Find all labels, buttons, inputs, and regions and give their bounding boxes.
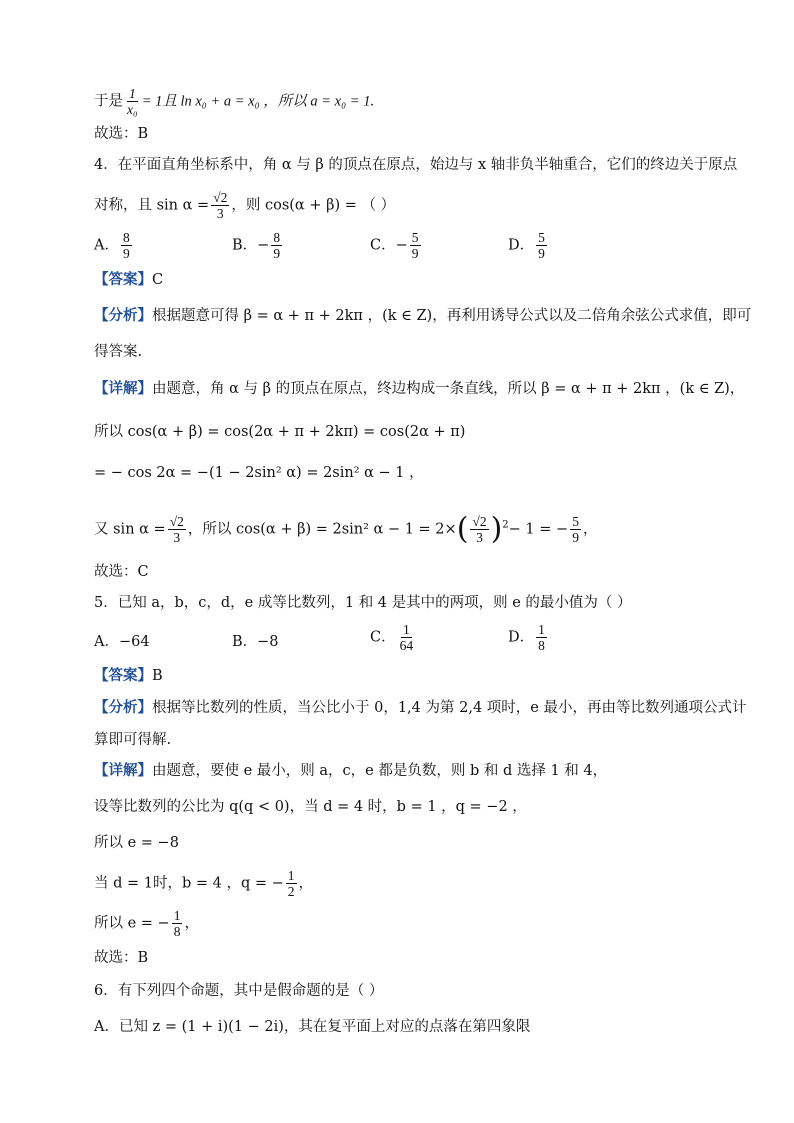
fraction-denominator: 9 <box>572 530 579 545</box>
fraction <box>172 908 183 939</box>
option-label: C． <box>370 629 396 646</box>
text-line <box>94 511 598 547</box>
option-d <box>508 230 549 261</box>
fraction <box>211 190 229 221</box>
exponent: 2 <box>502 519 509 531</box>
answer-value: C <box>152 272 164 288</box>
analysis-tag: 【分析】 <box>94 307 152 324</box>
text-line: 设等比数列的公比为 q(q < 0)，当 d = 4 时，b = 1 ，q = −2 ， <box>94 799 527 815</box>
paren: ( <box>456 511 469 547</box>
answer-value: B <box>152 668 163 684</box>
fraction-denominator: 3 <box>173 530 181 545</box>
fraction <box>271 230 282 261</box>
fraction-denominator: 8 <box>538 638 545 653</box>
text-span: ，所以 cos(α + β) = 2sin² α − 1 = 2× <box>187 521 457 538</box>
fraction <box>398 622 416 653</box>
detail-text: 由题意，角 α 与 β 的顶点在原点，终边构成一条直线，所以 β = α + π + 2kπ ，(k ∈ Z)， <box>152 381 745 397</box>
text-line <box>94 86 374 117</box>
text-line <box>94 908 199 939</box>
fraction <box>410 230 421 261</box>
fraction-numerator: 1 <box>402 622 410 637</box>
text-span: ， <box>582 521 598 538</box>
analysis-line <box>94 306 751 326</box>
fraction-numerator: √2 <box>213 190 228 205</box>
answer-tag: 【答案】 <box>94 271 152 288</box>
text-span: 对称，且 sin α = <box>94 197 210 214</box>
option-a <box>94 230 134 261</box>
fraction <box>168 514 186 545</box>
math-text: = 1且 ln x₀ + a = x₀ ，所以 a = x₀ = 1. <box>141 93 375 110</box>
fraction-denominator: 9 <box>411 246 419 261</box>
fraction-numerator: 1 <box>287 868 295 883</box>
fraction-numerator: 1 <box>128 86 136 101</box>
fraction-denominator: 3 <box>476 530 483 545</box>
fraction <box>536 230 547 261</box>
detail-text: 由题意，要使 e 最小，则 a，c，e 都是负数，则 b 和 d 选择 1 和 4， <box>152 763 608 779</box>
option-c <box>370 622 417 653</box>
fraction-denominator: 8 <box>173 924 181 939</box>
analysis-tag: 【分析】 <box>94 699 152 716</box>
text-span: 于是 <box>94 93 123 110</box>
text-line: 所以 e = −8 <box>94 835 179 851</box>
text-line <box>94 190 395 221</box>
text-line: 得答案. <box>94 344 143 360</box>
fraction-denominator: 3 <box>216 206 224 221</box>
text-line <box>94 868 313 899</box>
text-line: 故选：C <box>94 564 149 580</box>
fraction-denominator: 2 <box>287 884 295 899</box>
text-line: 故选：B <box>94 950 149 966</box>
option-a: A．−64 <box>94 634 150 650</box>
text-span: 当 d = 1时，b = 4 ，q = − <box>94 875 284 892</box>
fraction-denominator: 9 <box>273 246 281 261</box>
fraction-denominator: 64 <box>399 638 414 653</box>
fraction-numerator: √2 <box>169 514 184 529</box>
text-line: 故选：B <box>94 126 149 142</box>
text-line: 算即可得解. <box>94 732 172 748</box>
fraction-numerator: √2 <box>472 514 487 529</box>
analysis-text: 根据等比数列的性质，当公比小于 0，1,4 为第 2,4 项时，e 最小，再由等比数列通项公式计 <box>152 700 747 716</box>
fraction-denominator: 9 <box>538 246 545 261</box>
option-b: B．−8 <box>232 634 279 650</box>
fraction-numerator: 8 <box>122 230 130 245</box>
text-span: ，则 cos(α + β) = （ ） <box>231 197 396 214</box>
option-label: A． <box>94 237 119 254</box>
question-5-stem: 5．已知 a，b，c，d，e 成等比数列，1 和 4 是其中的两项，则 e 的最小值为（ ） <box>94 595 632 611</box>
fraction-numerator: 1 <box>173 908 181 923</box>
fraction <box>286 868 297 899</box>
detail-line <box>94 379 744 399</box>
analysis-line <box>94 698 746 718</box>
answer-line <box>94 666 163 686</box>
paren: ) <box>490 511 503 547</box>
option-label: D． <box>508 629 535 646</box>
option-b <box>232 230 284 261</box>
option-label: D． <box>508 237 535 254</box>
fraction-numerator: 5 <box>572 514 579 529</box>
option-a: A．已知 z = (1 + i)(1 − 2i)，其在复平面上对应的点落在第四象限 <box>94 1019 531 1035</box>
text-span: − 1 = − <box>508 521 569 538</box>
fraction-numerator: 1 <box>538 622 545 637</box>
text-span: 所以 e = − <box>94 915 170 932</box>
question-4-stem: 4．在平面直角坐标系中，角 α 与 β 的顶点在原点，始边与 x 轴非负半轴重合，它们的终边关于原点 <box>94 157 738 173</box>
text-line: 所以 cos(α + β) = cos(2α + π + 2kπ) = cos(2α + π) <box>94 424 466 440</box>
analysis-text: 根据题意可得 β = α + π + 2kπ ，(k ∈ Z)，再利用诱导公式以及二倍角余弦公式求值，即可 <box>152 308 752 324</box>
fraction-denominator: x₀ <box>127 102 138 117</box>
text-line: = − cos 2α = −(1 − 2sin² α) = 2sin² α − 1 ， <box>94 465 424 481</box>
fraction-numerator: 5 <box>411 230 419 245</box>
detail-line <box>94 761 607 781</box>
question-6-stem: 6．有下列四个命题，其中是假命题的是（ ） <box>94 983 384 999</box>
fraction <box>536 622 547 653</box>
option-d <box>508 622 549 653</box>
text-span: ， <box>184 915 199 932</box>
fraction <box>470 514 488 545</box>
text-span: 又 sin α = <box>94 521 166 538</box>
detail-tag: 【详解】 <box>94 762 152 779</box>
fraction-denominator: 9 <box>122 246 130 261</box>
fraction-numerator: 5 <box>538 230 545 245</box>
answer-tag: 【答案】 <box>94 667 152 684</box>
option-label: C．− <box>370 237 408 254</box>
detail-tag: 【详解】 <box>94 380 152 397</box>
fraction-numerator: 8 <box>273 230 281 245</box>
text-span: ， <box>298 875 314 892</box>
fraction <box>125 86 140 117</box>
fraction <box>121 230 132 261</box>
answer-line <box>94 270 163 290</box>
option-label: B．− <box>232 237 270 254</box>
option-c <box>370 230 423 261</box>
fraction <box>570 514 581 545</box>
